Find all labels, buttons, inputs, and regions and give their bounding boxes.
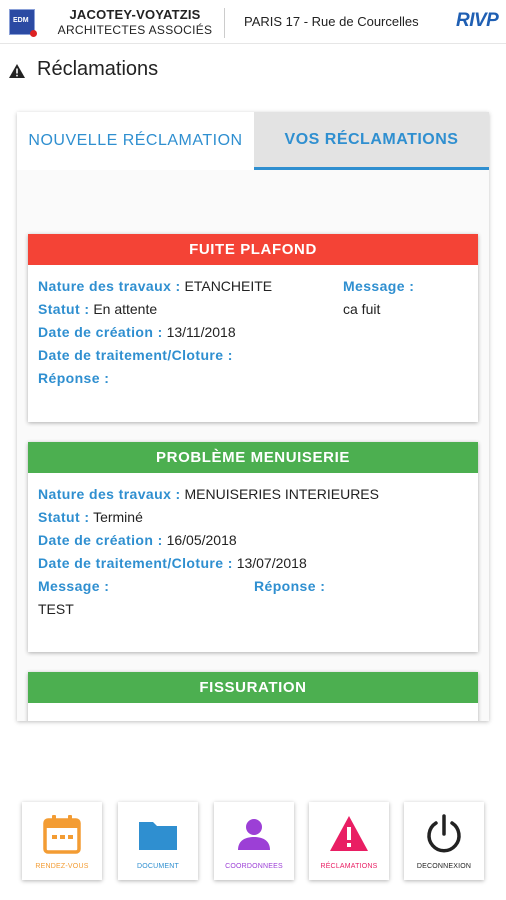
- firm-name: JACOTEY-VOYATZIS: [69, 7, 201, 22]
- calendar-icon: [42, 814, 82, 854]
- claims-panel: [17, 112, 489, 721]
- nav-button-contact-details[interactable]: [214, 802, 294, 880]
- bottom-nav: [0, 796, 506, 886]
- nav-label: DOCUMENT: [136, 863, 180, 870]
- status-row: [38, 301, 157, 317]
- nav-label: RENDEZ-VOUS: [35, 863, 89, 870]
- status-value: En attente: [93, 301, 158, 317]
- status-label: Statut :: [38, 509, 90, 525]
- message-label: Message :: [343, 278, 415, 294]
- response-row: [38, 370, 109, 386]
- claim-title: PROBLÈME MENUISERIE: [28, 442, 478, 473]
- rivp-logo: RIVP: [456, 10, 499, 31]
- status-label: Statut :: [38, 301, 90, 317]
- nature-row: [38, 278, 272, 294]
- firm-subtitle: ARCHITECTES ASSOCIÉS: [57, 23, 213, 37]
- claim-card[interactable]: [28, 672, 478, 721]
- person-icon: [234, 814, 274, 854]
- warning-icon: [329, 814, 369, 854]
- nav-label: RÉCLAMATIONS: [320, 863, 378, 870]
- creation-date-label: Date de création :: [38, 324, 163, 340]
- status-value: Terminé: [93, 509, 143, 525]
- nav-label: COORDONNEES: [225, 863, 283, 870]
- creation-date-row: [38, 532, 237, 548]
- power-icon: [424, 814, 464, 854]
- creation-date-value: 13/11/2018: [166, 324, 236, 340]
- edm-logo: [9, 9, 35, 35]
- nav-button-claims[interactable]: [309, 802, 389, 880]
- processing-date-label: Date de traitement/Cloture :: [38, 555, 233, 571]
- processing-date-row: [38, 347, 233, 363]
- nature-value: ETANCHEITE: [184, 278, 273, 294]
- tab-my-claims[interactable]: VOS RÉCLAMATIONS: [254, 112, 489, 170]
- nature-label: Nature des travaux :: [38, 486, 181, 502]
- residence-address: PARIS 17 - Rue de Courcelles: [244, 14, 419, 29]
- top-bar: [0, 0, 506, 44]
- page-title: Réclamations: [37, 58, 159, 80]
- nature-row: [38, 486, 379, 502]
- creation-date-label: Date de création :: [38, 532, 163, 548]
- logo-dot: [30, 30, 37, 37]
- processing-date-row: [38, 555, 307, 571]
- nature-label: Nature des travaux :: [38, 278, 181, 294]
- message-label: Message :: [38, 578, 110, 594]
- response-label: Réponse :: [38, 370, 110, 386]
- status-row: [38, 509, 143, 525]
- nav-button-logout[interactable]: [404, 802, 484, 880]
- message-row: [38, 578, 109, 594]
- processing-date-label: Date de traitement/Cloture :: [38, 347, 233, 363]
- claim-card[interactable]: [28, 234, 478, 422]
- creation-date-row: [38, 324, 236, 340]
- message-value: ca fuit: [343, 301, 381, 317]
- claim-title: FUITE PLAFOND: [28, 234, 478, 265]
- nav-button-documents[interactable]: [118, 802, 198, 880]
- warning-icon: [9, 64, 25, 78]
- message-row: [343, 278, 414, 294]
- claim-card[interactable]: [28, 442, 478, 652]
- header-divider: [224, 8, 225, 38]
- response-label: Réponse :: [254, 578, 326, 594]
- message-value-row: [38, 601, 74, 617]
- nav-label: DECONNEXION: [416, 863, 472, 870]
- creation-date-value: 16/05/2018: [166, 532, 237, 548]
- nature-value: MENUISERIES INTERIEURES: [184, 486, 379, 502]
- tab-new-claim[interactable]: NOUVELLE RÉCLAMATION: [17, 112, 254, 170]
- processing-date-value: 13/07/2018: [236, 555, 307, 571]
- folder-icon: [138, 814, 178, 854]
- message-value-row: [343, 301, 380, 317]
- nav-button-appointments[interactable]: [22, 802, 102, 880]
- claim-title: FISSURATION: [28, 672, 478, 703]
- response-row: [254, 578, 325, 594]
- tab-bar: [17, 112, 489, 170]
- edm-logo-text: EDM: [13, 17, 29, 24]
- message-value: TEST: [38, 601, 74, 617]
